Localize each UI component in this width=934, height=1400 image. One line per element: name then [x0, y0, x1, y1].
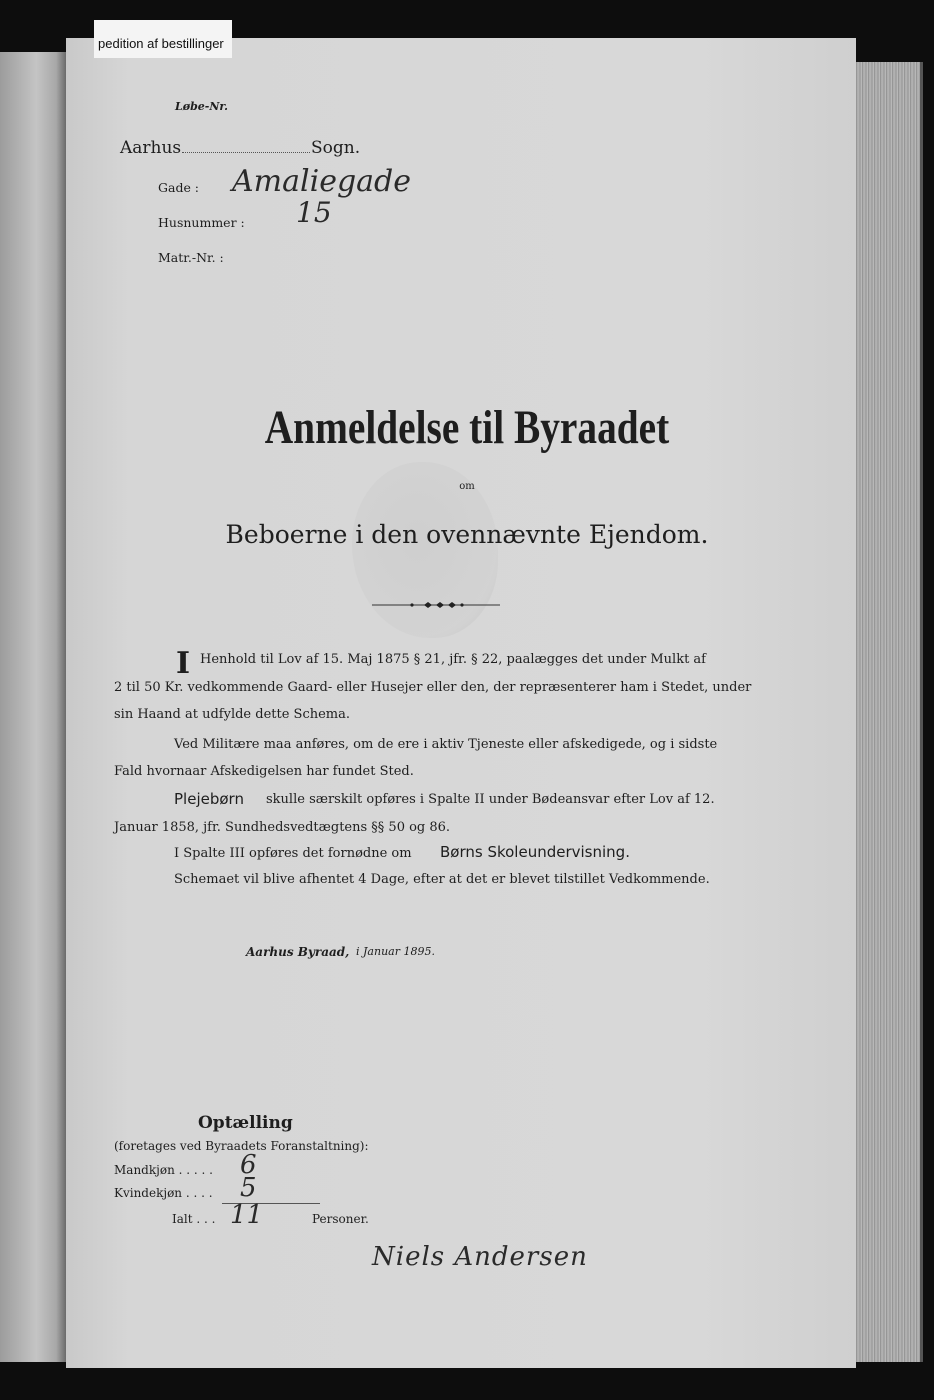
para1-line1: Henhold til Lov af 15. Maj 1875 § 21, jfr. § 22, paalægges det under Mulkt af: [200, 652, 706, 667]
initial-capital: I: [176, 646, 191, 681]
para2-line1: Ved Militære maa anføres, om de ere i aktiv Tjeneste eller afskedigede, og i sidste: [174, 737, 718, 752]
city-dotted-line: [182, 152, 310, 153]
city-label: Aarhus: [120, 138, 182, 158]
para3-plejeborn: Plejebørn: [174, 790, 244, 808]
para2-line2: Fald hvornaar Afskedigelsen har fundet Sted.: [114, 764, 414, 779]
para1-line3: sin Haand at udfylde dette Schema.: [114, 707, 351, 722]
para3-line2: Januar 1858, jfr. Sundhedsvedtægtens §§ 50 og 86.: [114, 820, 451, 835]
om-connector: om: [459, 481, 475, 492]
dateline-authority: Aarhus Byraad,: [246, 945, 350, 959]
count-subheading: (foretages ved Byraadets Foranstaltning):: [114, 1139, 369, 1153]
document-subtitle: Beboerne i den ovennævnte Ejendom.: [225, 520, 709, 549]
sogn-label: Sogn.: [311, 138, 361, 158]
ialt-label: Ialt . . .: [172, 1212, 216, 1226]
husnummer-value: 15: [296, 196, 332, 229]
gade-value: Amaliegade: [232, 164, 411, 199]
lobe-nr-label: Løbe-Nr.: [175, 100, 228, 113]
left-page-edge: [0, 52, 66, 1362]
mandkjon-label: Mandkjøn . . . . .: [114, 1163, 213, 1177]
mandkjon-value: 6: [240, 1150, 257, 1180]
ornament-divider: [372, 600, 500, 610]
kvindekjon-label: Kvindekjøn . . . .: [114, 1186, 213, 1200]
para4-emphasis: Børns Skoleundervisning.: [440, 843, 630, 861]
para3-line1: skulle særskilt opføres i Spalte II under Bødeansvar efter Lov af 12.: [266, 792, 715, 807]
page-stack-edge: [850, 62, 923, 1362]
husnummer-label: Husnummer :: [158, 215, 245, 230]
kvindekjon-value: 5: [240, 1173, 257, 1203]
bookmark-tab: pedition af bestillinger: [94, 20, 232, 58]
para4-text: I Spalte III opføres det fornødne om: [174, 846, 412, 861]
matr-label: Matr.-Nr. :: [158, 250, 224, 265]
ialt-value: 11: [230, 1200, 264, 1230]
count-heading: Optælling: [198, 1113, 293, 1133]
dateline-date: i Januar 1895.: [356, 945, 435, 958]
personer-label: Personer.: [312, 1212, 369, 1226]
para1-line2: 2 til 50 Kr. vedkommende Gaard- eller Husejer eller den, der repræsenterer ham i Stedet, under: [114, 680, 752, 695]
gade-label: Gade :: [158, 180, 200, 195]
para5-text: Schemaet vil blive afhentet 4 Dage, efter at det er blevet tilstillet Vedkommende.: [174, 872, 710, 887]
signature: Niels Andersen: [372, 1242, 588, 1272]
document-title: Anmeldelse til Byraadet: [264, 401, 670, 454]
